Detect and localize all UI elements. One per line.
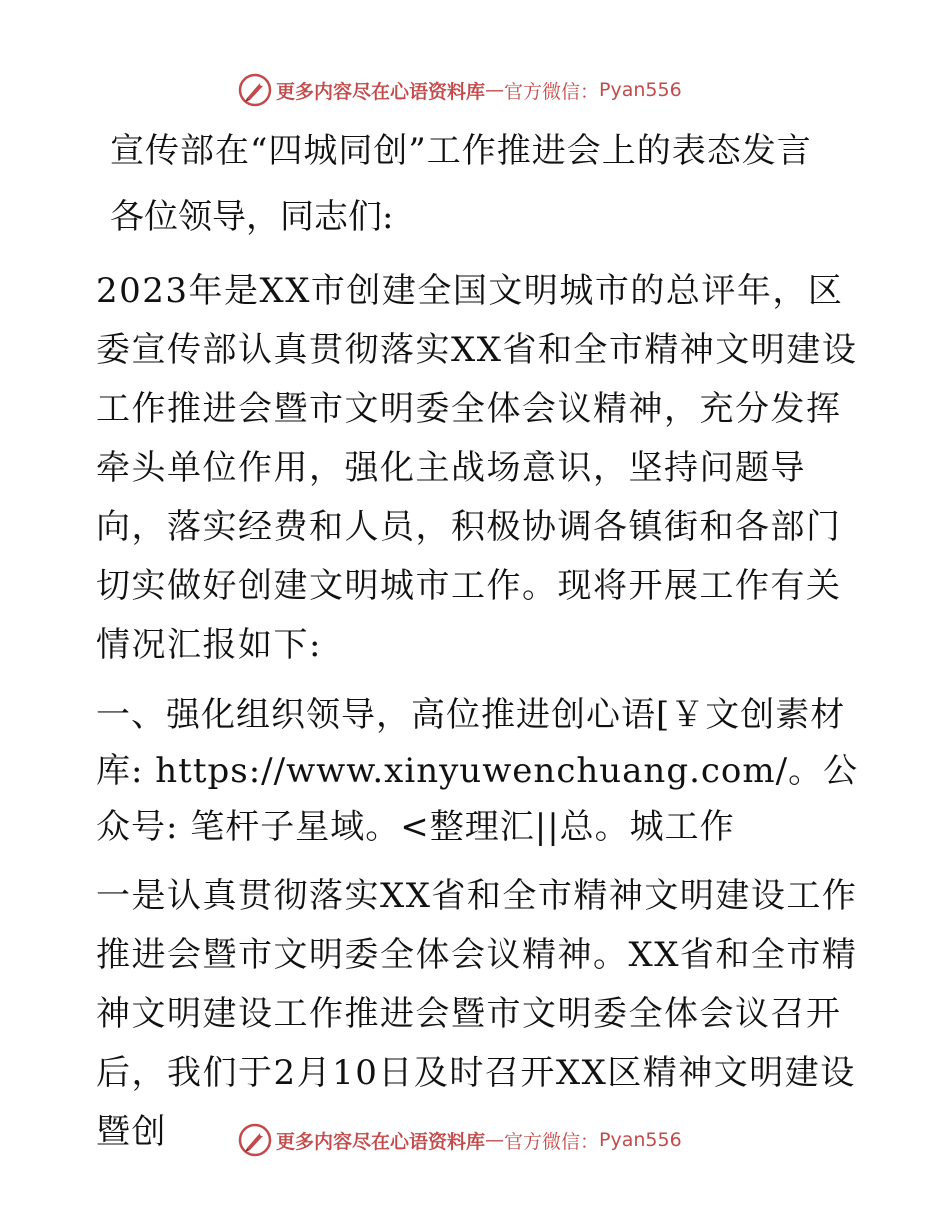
footer-wechat-id: Pyan556	[599, 1129, 682, 1151]
document-salutation: 各位领导，同志们:	[110, 197, 394, 237]
paragraph-section-heading: 一、强化组织领导，高位推进创心语[￥文创素材库: https://www.xinyuwenchuang.com/。公众号: 笔杆子星域。<整理汇||总。城工作	[96, 695, 859, 847]
pen-logo-icon	[238, 73, 272, 107]
header-wechat-id: Pyan556	[599, 79, 682, 101]
header-site-text: 更多内容尽在心语资料库	[276, 80, 486, 103]
footer-site-text: 更多内容尽在心语资料库	[276, 1130, 486, 1153]
paragraph-intro: 2023年是XX市创建全国文明城市的总评年，区委宣传部认真贯彻落实XX省和全市精神文明建设工作推进会暨市文明委全体会议精神，充分发挥牵头单位作用，强化主战场意识，坚持问题导向，落实经费和人员，积极协调各镇街和各部门切实做好创建文明城市工作。现将开展工作有关情况汇报如下:	[96, 271, 858, 665]
pen-logo-icon	[238, 1123, 272, 1157]
footer-official-label: 官方微信：	[504, 1130, 600, 1153]
document-title: 宣传部在“四城同创”工作推进会上的表态发言	[110, 131, 812, 171]
footer-dash: —	[485, 1129, 505, 1151]
document-body	[96, 122, 866, 1174]
footer-banner	[238, 1122, 682, 1158]
header-dash: —	[485, 79, 505, 101]
header-official-label: 官方微信：	[504, 80, 600, 103]
header-banner	[238, 72, 682, 108]
paragraph-item-one: 一是认真贯彻落实XX省和全市精神文明建设工作推进会暨市文明委全体会议精神。XX省和全市精神文明建设工作推进会暨市文明委全体会议召开后，我们于2月10日及时召开XX区精神文明建设暨创	[96, 876, 858, 1152]
